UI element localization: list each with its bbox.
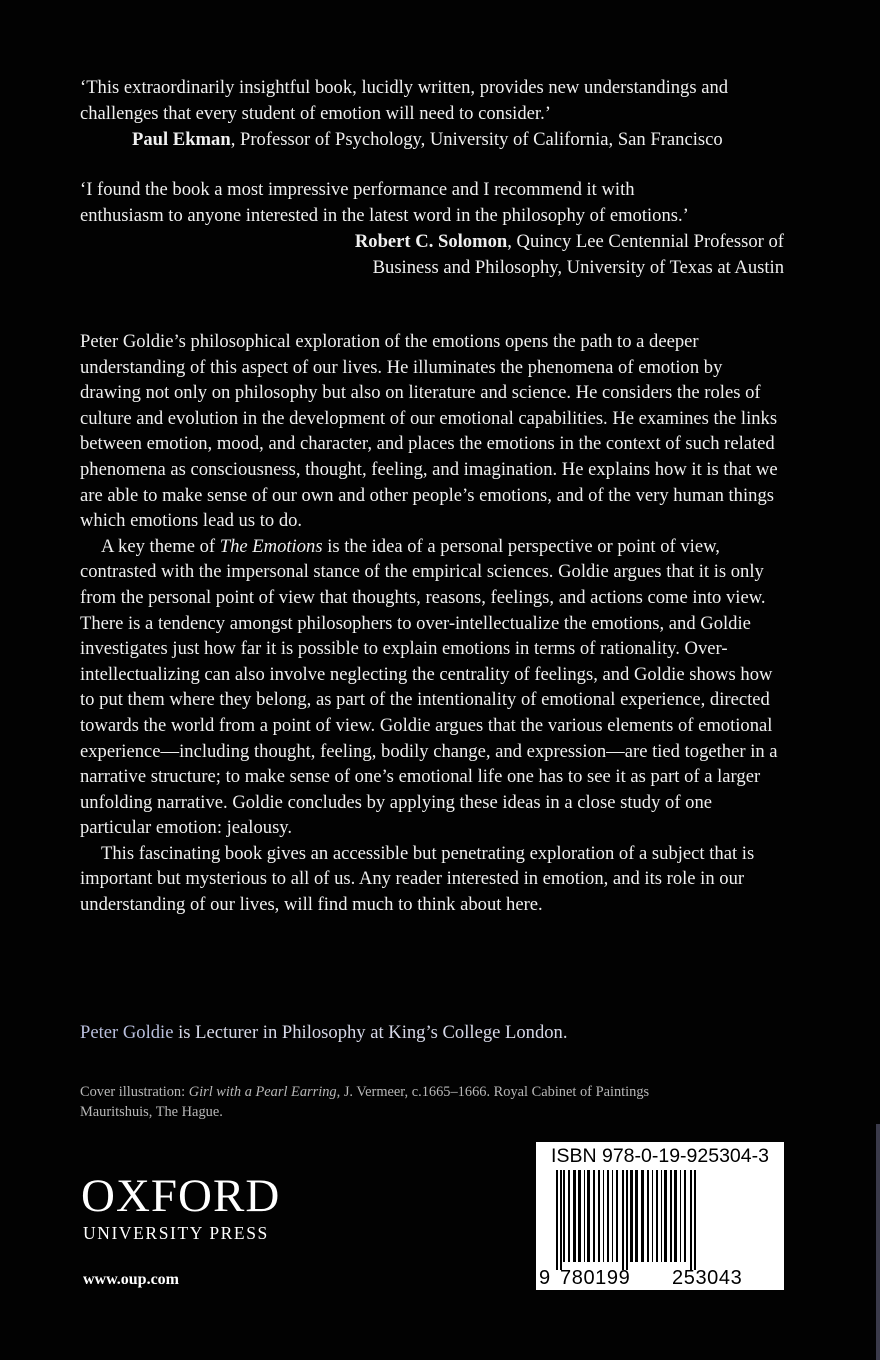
barcode-bar bbox=[584, 1170, 585, 1262]
quote-text-line: enthusiasm to anyone interested in the latest word in the philosophy of emotions.’ bbox=[80, 205, 689, 226]
barcode-bar bbox=[578, 1170, 581, 1262]
cover-edge bbox=[876, 1124, 880, 1360]
book-description bbox=[80, 329, 786, 918]
barcode-bar bbox=[690, 1170, 692, 1270]
barcode-bar bbox=[680, 1170, 681, 1262]
barcode-bar bbox=[670, 1170, 672, 1262]
barcode-bar bbox=[652, 1170, 653, 1262]
barcode-bar bbox=[661, 1170, 662, 1262]
barcode-bar bbox=[694, 1170, 696, 1270]
barcode-bar bbox=[647, 1170, 649, 1262]
cover-credit: Cover illustration: Girl with a Pearl Earring, J. Vermeer, c.1665–1666. Royal Cabinet of Paintings Mauritshuis, The Hague. bbox=[80, 1084, 650, 1120]
description-paragraph: A key theme of The Emotions is the idea of a personal perspective or point of view, contrasted with the impersonal stance of the empirical sciences. Goldie argues that it is only from the personal point of view that thoughts, reasons, feelings, and actions come into view. There is a tendency amongst philosophers to over-intellectualize the emotions, and Goldie investigates just how far it is possible to explain emotions in terms of rationality. Over-intellectualizing can also involve neglecting the centrality of feelings, and Goldie shows how to put them where they belong, as part of the intentionality of emotional experience, directed towards the world from a point of view. Goldie argues that the various elements of emotional experience—including thought, feeling, bodily change, and expression—are tied together in a narrative structure; to make sense of one’s emotional life one has to see it as part of a larger unfolding narrative. Goldie concludes by applying these ideas in a close study of one particular emotion: jealousy. bbox=[80, 535, 778, 839]
publisher-subtitle: UNIVERSITY PRESS bbox=[83, 1223, 269, 1243]
barcode-bar bbox=[560, 1170, 562, 1270]
review-quote-2 bbox=[80, 177, 784, 229]
book-title: The Emotions bbox=[219, 535, 323, 557]
barcode-bar bbox=[674, 1170, 677, 1262]
quote-attribution: Paul Ekman, Professor of Psychology, University of California, San Francisco bbox=[132, 129, 723, 150]
barcode-bar bbox=[568, 1170, 570, 1262]
quote-text: ‘This extraordinarily insightful book, lucidly written, provides new understandings and challenges that every student of emotion will need to consider.’ bbox=[80, 77, 729, 124]
author-name: Peter Goldie bbox=[80, 1022, 174, 1043]
barcode-bar bbox=[593, 1170, 595, 1262]
barcode-bar bbox=[635, 1170, 638, 1262]
reviewer-name: Robert C. Solomon bbox=[354, 231, 508, 252]
isbn-label: ISBN 978-0-19-925304-3 bbox=[551, 1145, 769, 1167]
review-quote-1 bbox=[80, 75, 784, 127]
barcode-bar bbox=[664, 1170, 667, 1262]
publisher-url[interactable]: www.oup.com bbox=[83, 1271, 180, 1288]
barcode-bar bbox=[607, 1170, 609, 1262]
quote-attribution: Robert C. Solomon, Quincy Lee Centennial Professor of Business and Philosophy, University of Texas at Austin bbox=[355, 229, 784, 281]
barcode-bar bbox=[626, 1170, 628, 1270]
painting-title: Girl with a Pearl Earring, bbox=[188, 1084, 341, 1100]
barcode-bar bbox=[556, 1170, 558, 1270]
barcode-bar bbox=[573, 1170, 576, 1262]
author-bio-text: is Lecturer in Philosophy at King’s College London. bbox=[173, 1022, 568, 1043]
barcode-bar bbox=[598, 1170, 600, 1262]
reviewer-name: Paul Ekman bbox=[132, 129, 231, 150]
barcode-bar bbox=[603, 1170, 604, 1262]
quote-text-line: ‘I found the book a most impressive performance and I recommend it with bbox=[80, 179, 635, 200]
barcode-bar bbox=[641, 1170, 644, 1262]
description-paragraph: Peter Goldie’s philosophical exploration of the emotions opens the path to a deeper understanding of this aspect of our lives. He illuminates the phenomena of emotion by drawing not only on philosophy but also on literature and science. He considers the roles of culture and evolution in the development of our emotional capabilities. He examines the links between emotion, mood, and character, and places the emotions in the context of such related phenomena as consciousness, thought, feeling, and imagination. He explains how it is that we are able to make sense of our own and other people’s emotions, and of the very human things which emotions lead us to do. bbox=[80, 331, 778, 532]
barcode-bar bbox=[656, 1170, 658, 1262]
barcode-bar bbox=[684, 1170, 686, 1262]
reviewer-affiliation: Professor of Psychology, University of California, San Francisco bbox=[239, 129, 723, 150]
publisher-logo: OXFORD bbox=[81, 1170, 281, 1222]
barcode-bar bbox=[563, 1170, 565, 1262]
author-bio bbox=[80, 1020, 786, 1046]
reviewer-affiliation: Quincy Lee Centennial Professor of bbox=[516, 231, 784, 252]
barcode-bar bbox=[612, 1170, 613, 1262]
reviewer-affiliation: Business and Philosophy, University of Texas at Austin bbox=[372, 257, 784, 278]
barcode-bar bbox=[616, 1170, 618, 1262]
barcode-bar bbox=[587, 1170, 590, 1262]
barcode-bar bbox=[630, 1170, 633, 1262]
barcode-bar bbox=[622, 1170, 624, 1270]
barcode-digits: 9 780199 253043 bbox=[539, 1267, 743, 1289]
description-paragraph: This fascinating book gives an accessible but penetrating exploration of a subject that is important but mysterious to all of us. Any reader interested in emotion, and its role in our understanding of our lives, will find much to think about here. bbox=[80, 842, 755, 916]
